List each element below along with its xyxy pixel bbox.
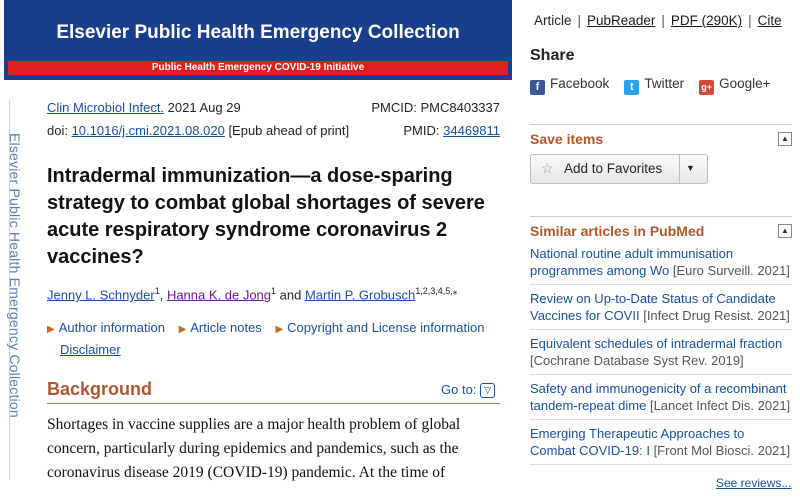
similar-article-item[interactable]	[530, 245, 792, 279]
nav-article[interactable]: Article	[534, 13, 572, 28]
nav-pdf[interactable]: PDF (290K)	[670, 13, 743, 28]
goto-menu[interactable]: Go to: ▽	[441, 382, 495, 398]
similar-article-item[interactable]	[530, 290, 792, 324]
section-divider	[47, 403, 500, 404]
article-info-links	[47, 320, 494, 335]
see-reviews-link[interactable]: See reviews...	[716, 476, 792, 490]
similar-article-title[interactable]: National routine adult immunisation programmes among Wo	[530, 246, 734, 278]
share-google-plus[interactable]: g+ Google+	[699, 76, 770, 91]
similar-article-title[interactable]: Review on Up-to-Date Status of Candidate Vaccines for COVII	[530, 291, 776, 323]
similar-article-source: [Lancet Infect Dis. 2021]	[649, 398, 791, 413]
collapse-icon[interactable]: ▲	[778, 224, 792, 238]
copyright-toggle[interactable]: ▶ Copyright and License information	[275, 320, 485, 335]
save-items-heading: Save items	[530, 131, 604, 147]
share-options	[530, 76, 771, 95]
collection-side-label[interactable]: Elsevier Public Health Emergency Collection	[7, 133, 23, 418]
add-to-favorites-button[interactable]: ☆ Add to Favorites ▼	[530, 154, 708, 184]
doi-link[interactable]: 10.1016/j.cmi.2021.08.020	[71, 123, 225, 138]
similar-article-source: [Infect Drug Resist. 2021]	[643, 308, 790, 323]
twitter-icon: t	[624, 80, 639, 95]
epub-note: [Epub ahead of print]	[228, 123, 350, 138]
author-link[interactable]: Jenny L. Schnyder	[47, 287, 155, 303]
background-paragraph: Shortages in vaccine supplies are a major health problem of global concern, particularly during epidemics and pandemics, such as the coronavirus disease 2019 (COVID-19) pandemic. At the time of	[47, 416, 461, 481]
share-twitter[interactable]: t Twitter	[624, 76, 684, 91]
triangle-right-icon: ▶	[178, 324, 187, 335]
chevron-down-icon[interactable]: ▼	[686, 163, 695, 173]
author-list: Jenny L. Schnyder$^1$, Hanna K. de Jong$^1$ and Martin P. Grobusch$^{1,2,3,4,5,⁎}$	[47, 286, 458, 303]
author-information-toggle[interactable]: ▶ Author information	[47, 320, 165, 335]
journal-link[interactable]: Clin Microbiol Infect.	[47, 100, 165, 115]
triangle-right-icon: ▶	[275, 324, 284, 335]
article-title: Intradermal immunization—a dose-sparing strategy to combat global shortages of severe acute respiratory syndrome coronavirus 2 vaccines?	[47, 165, 485, 268]
collapse-icon[interactable]: ▲	[778, 132, 792, 146]
collection-banner[interactable]	[4, 0, 512, 80]
similar-articles-heading: Similar articles in PubMed	[530, 223, 705, 239]
pmid: PMID: 34469811	[403, 123, 500, 138]
section-heading-background: Background	[47, 379, 153, 399]
save-items-panel	[530, 124, 792, 147]
author-link[interactable]: Hanna K. de Jong	[166, 287, 272, 303]
pub-date: 2021 Aug 29	[167, 100, 241, 115]
similar-article-title[interactable]: Safety and immunogenicity of a recombinant tandem-repeat dime	[530, 381, 787, 413]
similar-article-title[interactable]: Emerging Therapeutic Approaches to Combat COVID-19: I	[530, 426, 745, 458]
similar-articles-panel	[530, 216, 792, 239]
similar-article-title[interactable]: Equivalent schedules of intradermal fraction	[530, 336, 783, 351]
triangle-right-icon: ▶	[47, 324, 55, 335]
nav-pubreader[interactable]: PubReader	[587, 13, 656, 28]
similar-article-item[interactable]	[530, 425, 792, 459]
similar-article-source: [Cochrane Database Syst Rev. 2019]	[530, 353, 744, 368]
share-heading: Share	[530, 47, 575, 64]
disclaimer-link[interactable]: Disclaimer	[60, 342, 121, 357]
similar-article-item[interactable]	[530, 335, 792, 369]
banner-initiative-strip[interactable]: Public Health Emergency COVID-19 Initiative	[8, 61, 508, 75]
share-facebook[interactable]: f Facebook	[530, 76, 609, 91]
nav-cite[interactable]: Cite	[757, 13, 782, 28]
chevron-down-icon: ▽	[480, 383, 495, 398]
citation-line-2: doi: 10.1016/j.cmi.2021.08.020 [Epub ahead of print]	[47, 123, 350, 138]
similar-article-source: [Euro Surveill. 2021]	[672, 263, 790, 278]
similar-article-source: [Front Mol Biosci. 2021]	[653, 443, 791, 458]
facebook-icon: f	[530, 80, 545, 95]
citation-line-1	[47, 100, 241, 115]
format-nav: Article | PubReader | PDF (290K) | Cite	[534, 13, 782, 28]
author-link[interactable]: Martin P. Grobusch	[304, 287, 416, 303]
similar-article-item[interactable]	[530, 380, 792, 414]
google-plus-icon: g+	[699, 80, 714, 95]
pmcid: PMCID: PMC8403337	[371, 100, 500, 115]
pmid-link[interactable]: 34469811	[443, 123, 500, 138]
star-icon: ☆	[541, 160, 554, 176]
banner-title: Elsevier Public Health Emergency Collection	[56, 22, 460, 43]
article-notes-toggle[interactable]: ▶ Article notes	[178, 320, 262, 335]
